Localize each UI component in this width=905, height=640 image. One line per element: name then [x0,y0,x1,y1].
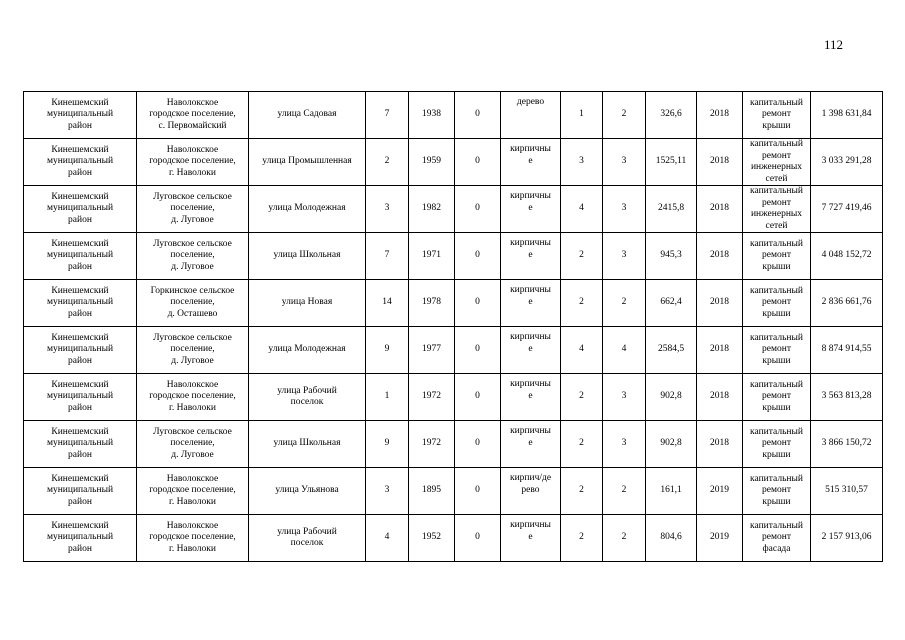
street-cell: улица Садовая [249,92,366,139]
entrances-cell: 3 [603,421,646,468]
house-number-cell: 7 [366,92,409,139]
work-type-cell: капитальный ремонт крыши [743,421,811,468]
settlement-cell: Наволокское городское поселение, г. Наволоки [137,515,249,562]
house-number-cell: 9 [366,327,409,374]
year-cell: 2019 [697,468,743,515]
year-built-cell: 1977 [409,327,455,374]
house-number-cell: 3 [366,468,409,515]
table-row [24,468,883,515]
year-cell: 2019 [697,515,743,562]
district-cell: Кинешемский муниципальный район [24,280,137,327]
area-cell: 804,6 [646,515,697,562]
area-cell: 945,3 [646,233,697,280]
floors-cell: 2 [561,515,603,562]
district-cell: Кинешемский муниципальный район [24,421,137,468]
table-row [24,280,883,327]
wear-cell: 0 [455,139,501,186]
street-cell: улица Ульянова [249,468,366,515]
work-type-cell: капитальный ремонт крыши [743,327,811,374]
cost-cell: 7 727 419,46 [811,186,883,233]
work-type-cell: капитальный ремонт инженерных сетей [743,186,811,233]
floors-cell: 2 [561,374,603,421]
work-type-cell: капитальный ремонт крыши [743,280,811,327]
table-body [24,92,883,562]
cost-cell: 4 048 152,72 [811,233,883,280]
wear-cell: 0 [455,515,501,562]
table-row [24,374,883,421]
entrances-cell: 2 [603,92,646,139]
material-cell: кирпичны е [501,233,561,280]
year-built-cell: 1895 [409,468,455,515]
street-cell: улица Школьная [249,421,366,468]
cost-cell: 3 033 291,28 [811,139,883,186]
settlement-cell: Наволокское городское поселение, г. Наволоки [137,374,249,421]
table-row [24,139,883,186]
cost-cell: 1 398 631,84 [811,92,883,139]
district-cell: Кинешемский муниципальный район [24,139,137,186]
year-cell: 2018 [697,139,743,186]
settlement-cell: Наволокское городское поселение, с. Первомайский [137,92,249,139]
area-cell: 902,8 [646,421,697,468]
entrances-cell: 3 [603,374,646,421]
street-cell: улица Рабочий поселок [249,374,366,421]
wear-cell: 0 [455,280,501,327]
work-type-cell: капитальный ремонт крыши [743,233,811,280]
year-built-cell: 1938 [409,92,455,139]
material-cell: кирпичны е [501,280,561,327]
district-cell: Кинешемский муниципальный район [24,233,137,280]
wear-cell: 0 [455,92,501,139]
area-cell: 902,8 [646,374,697,421]
district-cell: Кинешемский муниципальный район [24,186,137,233]
entrances-cell: 2 [603,280,646,327]
settlement-cell: Луговское сельское поселение, д. Луговое [137,233,249,280]
year-cell: 2018 [697,280,743,327]
floors-cell: 4 [561,327,603,374]
material-cell: кирпичны е [501,515,561,562]
cost-cell: 2 157 913,06 [811,515,883,562]
entrances-cell: 3 [603,139,646,186]
district-cell: Кинешемский муниципальный район [24,327,137,374]
year-built-cell: 1972 [409,374,455,421]
house-number-cell: 2 [366,139,409,186]
entrances-cell: 3 [603,186,646,233]
floors-cell: 2 [561,280,603,327]
year-built-cell: 1959 [409,139,455,186]
table-row [24,515,883,562]
material-cell: кирпичны е [501,139,561,186]
street-cell: улица Молодежная [249,186,366,233]
settlement-cell: Горкинское сельское поселение, д. Осташево [137,280,249,327]
cost-cell: 2 836 661,76 [811,280,883,327]
wear-cell: 0 [455,186,501,233]
area-cell: 2584,5 [646,327,697,374]
street-cell: улица Школьная [249,233,366,280]
street-cell: улица Рабочий поселок [249,515,366,562]
year-built-cell: 1972 [409,421,455,468]
district-cell: Кинешемский муниципальный район [24,515,137,562]
table-row [24,327,883,374]
entrances-cell: 2 [603,515,646,562]
area-cell: 1525,11 [646,139,697,186]
wear-cell: 0 [455,233,501,280]
district-cell: Кинешемский муниципальный район [24,92,137,139]
floors-cell: 4 [561,186,603,233]
wear-cell: 0 [455,327,501,374]
work-type-cell: капитальный ремонт инженерных сетей [743,139,811,186]
house-number-cell: 4 [366,515,409,562]
area-cell: 662,4 [646,280,697,327]
cost-cell: 515 310,57 [811,468,883,515]
district-cell: Кинешемский муниципальный район [24,374,137,421]
street-cell: улица Промышленная [249,139,366,186]
year-cell: 2018 [697,327,743,374]
year-cell: 2018 [697,374,743,421]
settlement-cell: Наволокское городское поселение, г. Наволоки [137,139,249,186]
table-row [24,92,883,139]
house-number-cell: 9 [366,421,409,468]
entrances-cell: 4 [603,327,646,374]
cost-cell: 3 563 813,28 [811,374,883,421]
material-cell: дерево [501,92,561,139]
area-cell: 161,1 [646,468,697,515]
year-built-cell: 1978 [409,280,455,327]
floors-cell: 2 [561,421,603,468]
table-row [24,421,883,468]
cost-cell: 8 874 914,55 [811,327,883,374]
material-cell: кирпичны е [501,421,561,468]
house-number-cell: 7 [366,233,409,280]
material-cell: кирпич/де рево [501,468,561,515]
table-row [24,186,883,233]
floors-cell: 2 [561,233,603,280]
floors-cell: 1 [561,92,603,139]
house-number-cell: 1 [366,374,409,421]
wear-cell: 0 [455,421,501,468]
material-cell: кирпичны е [501,327,561,374]
entrances-cell: 2 [603,468,646,515]
year-built-cell: 1982 [409,186,455,233]
housing-repair-table [23,91,883,562]
district-cell: Кинешемский муниципальный район [24,468,137,515]
settlement-cell: Наволокское городское поселение, г. Наволоки [137,468,249,515]
table-row [24,233,883,280]
settlement-cell: Луговское сельское поселение, д. Луговое [137,186,249,233]
floors-cell: 2 [561,468,603,515]
street-cell: улица Молодежная [249,327,366,374]
material-cell: кирпичны е [501,186,561,233]
work-type-cell: капитальный ремонт крыши [743,468,811,515]
year-cell: 2018 [697,233,743,280]
floors-cell: 3 [561,139,603,186]
area-cell: 326,6 [646,92,697,139]
area-cell: 2415,8 [646,186,697,233]
year-cell: 2018 [697,92,743,139]
work-type-cell: капитальный ремонт крыши [743,374,811,421]
year-cell: 2018 [697,421,743,468]
work-type-cell: капитальный ремонт крыши [743,92,811,139]
work-type-cell: капитальный ремонт фасада [743,515,811,562]
material-cell: кирпичны е [501,374,561,421]
house-number-cell: 3 [366,186,409,233]
entrances-cell: 3 [603,233,646,280]
page-number: 112 [824,37,844,52]
street-cell: улица Новая [249,280,366,327]
settlement-cell: Луговское сельское поселение, д. Луговое [137,421,249,468]
cost-cell: 3 866 150,72 [811,421,883,468]
settlement-cell: Луговское сельское поселение, д. Луговое [137,327,249,374]
wear-cell: 0 [455,374,501,421]
year-built-cell: 1952 [409,515,455,562]
year-cell: 2018 [697,186,743,233]
wear-cell: 0 [455,468,501,515]
house-number-cell: 14 [366,280,409,327]
year-built-cell: 1971 [409,233,455,280]
